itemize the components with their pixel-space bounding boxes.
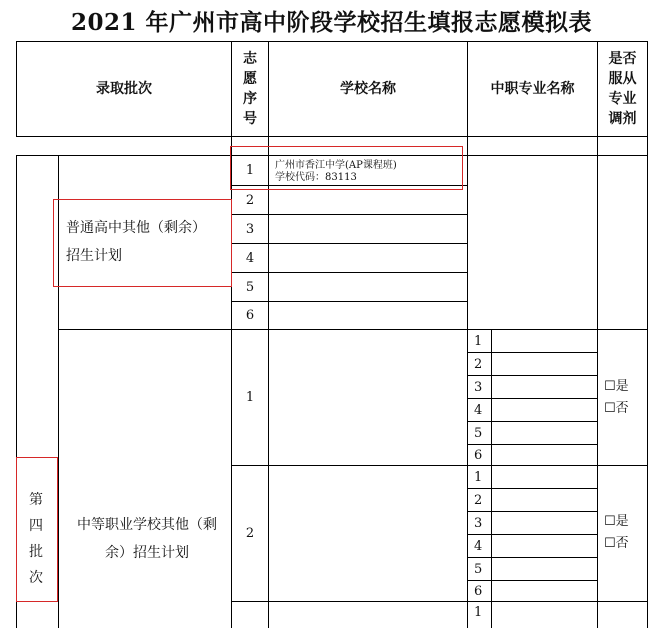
yes-checkbox[interactable]: ☐是 (604, 379, 629, 394)
highlight-box (16, 457, 58, 602)
header-batch: 录取批次 (96, 81, 152, 97)
no-checkbox[interactable]: ☐否 (604, 401, 629, 416)
order-number: 1 (245, 390, 255, 405)
major-number: 5 (474, 561, 483, 577)
major-number: 2 (474, 356, 483, 372)
highlight-box (230, 146, 463, 190)
section-divider (58, 329, 647, 330)
header-adjust-line: 专业 (608, 91, 637, 107)
school-input[interactable] (269, 186, 467, 214)
school-code: 学校代码：83113 (275, 172, 357, 183)
order-number: 4 (245, 250, 255, 266)
header-order-char: 愿 (243, 71, 257, 87)
major-number: 6 (474, 447, 483, 463)
major-number: 1 (474, 604, 483, 620)
major-number: 2 (474, 492, 483, 508)
header-major: 中职专业名称 (490, 81, 575, 97)
school-input[interactable] (269, 302, 467, 329)
yes-checkbox[interactable]: ☐是 (604, 514, 629, 529)
highlight-box (53, 199, 232, 287)
header-bottom-line (16, 136, 647, 137)
school-name: 广州市香江中学(AP课程班) (275, 160, 397, 171)
major-number: 4 (474, 538, 483, 554)
major-num-column-line (491, 330, 492, 628)
table-border-right (647, 41, 648, 628)
major-number: 1 (474, 333, 483, 349)
order-number: 6 (245, 308, 255, 323)
header-order-char: 志 (243, 51, 257, 67)
major-number: 5 (474, 425, 483, 441)
header-adjust (598, 42, 647, 136)
batch-label-char: 第 (29, 492, 43, 508)
order-number: 5 (245, 279, 255, 295)
order-number: 2 (245, 526, 255, 541)
general-plan-line: 招生计划 (66, 248, 122, 264)
block-divider (231, 601, 647, 602)
vocational-plan-label (64, 511, 230, 567)
batch-label-char: 次 (29, 570, 43, 586)
page-title: 2021 年广州市高中阶段学校招生填报志愿模拟表 (70, 9, 593, 36)
order-number: 2 (245, 192, 255, 208)
vocational-plan-line: 中等职业学校其他（剩 (77, 517, 217, 533)
header-adjust-line: 是否 (608, 51, 637, 67)
block-divider (231, 465, 647, 466)
order-number: 3 (245, 221, 255, 237)
header-order (232, 42, 268, 136)
major-number: 4 (474, 402, 483, 418)
batch-label-char: 批 (29, 544, 43, 560)
school-input[interactable] (269, 244, 467, 272)
header-order-char: 号 (243, 111, 257, 127)
header-adjust-line: 调剂 (608, 111, 637, 127)
vocational-plan-line: 余）招生计划 (105, 545, 189, 561)
major-number: 1 (474, 469, 483, 485)
header-adjust-line: 服从 (608, 71, 637, 87)
school-input[interactable] (269, 273, 467, 301)
major-number: 6 (474, 583, 483, 599)
general-plan-line: 普通高中其他（剩余） (66, 220, 206, 236)
order-number: 1 (245, 163, 255, 178)
school-input[interactable] (269, 215, 467, 243)
major-number: 3 (474, 379, 483, 395)
batch-label-char: 四 (29, 518, 43, 534)
adjust-choice[interactable] (604, 376, 629, 420)
header-school: 学校名称 (340, 81, 396, 97)
header-order-char: 序 (243, 91, 257, 107)
adjust-choice[interactable] (604, 511, 629, 555)
no-checkbox[interactable]: ☐否 (604, 536, 629, 551)
major-number: 3 (474, 515, 483, 531)
